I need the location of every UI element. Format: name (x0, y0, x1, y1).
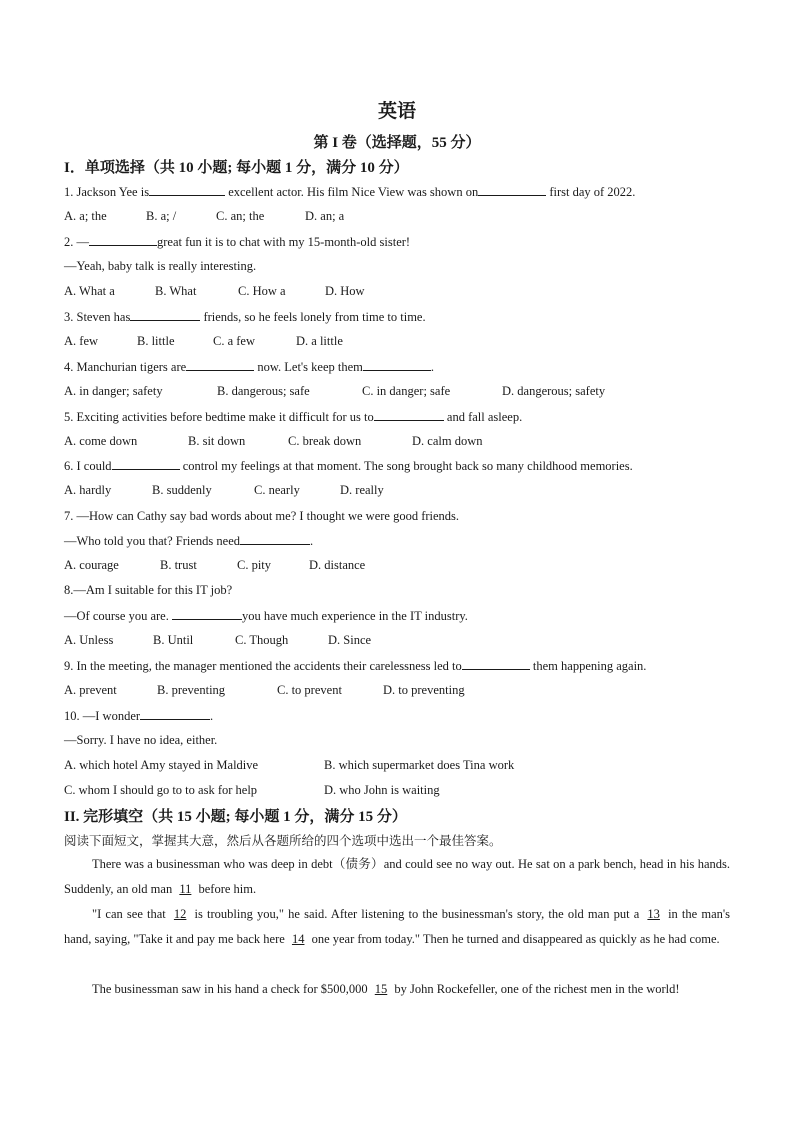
question-3: 3. Steven has friends, so he feels lonely from time to time. (64, 310, 426, 324)
blank-number-12: 12 (173, 907, 187, 921)
page-title: 英语 (377, 101, 416, 122)
option-c: C. pity (237, 558, 272, 572)
passage-paragraph-1: There was a businessman who was deep in debt（债务）and could see no way out. He sat on a park bench, head in his hands. Suddenly, an old man 11 before him. (64, 857, 730, 896)
page-subtitle: 第 I 卷（选择题，55 分） (313, 135, 481, 151)
answer-blank (140, 707, 210, 720)
option-d: D. to preventing (383, 683, 465, 697)
blank-number-13: 13 (647, 907, 660, 921)
passage-paragraph-2: "I can see that 12 is troubling you," he said. After listening to the businessman's story, the old man put a 13 in the man's hand, saying, "Take it and pay me back here 14 one year from today." Then he turned and disappeared as quickly as he had come. (64, 907, 730, 946)
answer-blank (112, 457, 180, 470)
option-a: A. hardly (64, 483, 112, 497)
option-a: A. in danger; safety (64, 384, 163, 398)
option-c: C. Though (235, 633, 289, 647)
option-c: C. How a (238, 284, 286, 298)
section-2-instruction: 阅读下面短文，掌握其大意，然后从各题所给的四个选项中选出一个最佳答案。 (64, 834, 502, 848)
option-d: D. dangerous; safety (502, 384, 606, 398)
option-d: D. distance (309, 558, 366, 572)
option-d: D. really (340, 483, 384, 497)
option-d: D. who John is waiting (324, 783, 440, 797)
answer-blank (89, 233, 157, 246)
question-8-reply: —Of course you are. you have much experience in the IT industry. (64, 609, 468, 623)
answer-blank (130, 308, 200, 321)
answer-blank (240, 532, 310, 545)
option-b: B. sit down (188, 434, 246, 448)
option-a: A. come down (64, 434, 138, 448)
option-a: A. prevent (64, 683, 117, 697)
answer-blank (374, 408, 444, 421)
question-2-reply: —Yeah, baby talk is really interesting. (64, 259, 257, 273)
option-c: C. whom I should go to to ask for help (64, 783, 258, 797)
question-2: 2. — great fun it is to chat with my 15-month-old sister! (64, 235, 411, 249)
answer-blank (462, 657, 530, 670)
option-d: D. calm down (412, 434, 483, 448)
blank-number-14: 14 (291, 932, 305, 946)
question-8: 8.—Am I suitable for this IT job? (64, 583, 233, 597)
answer-blank (363, 358, 431, 371)
question-4: 4. Manchurian tigers are now. Let's keep them . (64, 360, 435, 374)
option-b: B. What (155, 284, 197, 298)
section-2-heading: II. 完形填空（共 15 小题; 每小题 1 分，满分 15 分） (64, 809, 407, 825)
question-10: 10. —I wonder . (64, 709, 214, 723)
option-a: A. few (64, 334, 99, 348)
answer-blank (149, 183, 225, 196)
option-b: B. trust (160, 558, 197, 572)
question-7: 7. —How can Cathy say bad words about me? I thought we were good friends. (64, 509, 460, 523)
option-d: D. How (325, 284, 365, 298)
option-c: C. break down (288, 434, 362, 448)
option-d: D. Since (328, 633, 372, 647)
blank-number-11: 11 (179, 882, 192, 896)
option-b: B. dangerous; safe (217, 384, 310, 398)
option-a: A. courage (64, 558, 119, 572)
option-b: B. a; / (146, 209, 177, 223)
option-b: B. which supermarket does Tina work (324, 758, 515, 772)
option-b: B. suddenly (152, 483, 212, 497)
option-a: A. Unless (64, 633, 114, 647)
section-1-heading: I．单项选择（共 10 小题; 每小题 1 分，满分 10 分） (64, 160, 409, 176)
option-b: B. Until (153, 633, 194, 647)
passage-paragraph-3: The businessman saw in his hand a check for $500,000 15 by John Rockefeller, one of the richest men in the world! (92, 982, 680, 996)
option-c: C. a few (213, 334, 255, 348)
option-d: D. a little (296, 334, 343, 348)
option-c: C. in danger; safe (362, 384, 451, 398)
question-9: 9. In the meeting, the manager mentioned the accidents their carelessness led to them happening again. (64, 659, 647, 673)
option-a: A. which hotel Amy stayed in Maldive (64, 758, 259, 772)
answer-blank (186, 358, 254, 371)
option-c: C. an; the (216, 209, 265, 223)
answer-blank (172, 607, 242, 620)
option-a: A. What a (64, 284, 115, 298)
option-b: B. little (137, 334, 175, 348)
question-5: 5. Exciting activities before bedtime make it difficult for us to and fall asleep. (64, 410, 523, 424)
option-d: D. an; a (305, 209, 345, 223)
blank-number-15: 15 (374, 982, 388, 996)
question-1: 1. Jackson Yee is excellent actor. His film Nice View was shown on first day of 2022. (64, 185, 636, 199)
question-7-reply: —Who told you that? Friends need . (64, 534, 314, 548)
option-c: C. to prevent (277, 683, 342, 697)
option-c: C. nearly (254, 483, 300, 497)
question-10-reply: —Sorry. I have no idea, either. (64, 733, 218, 747)
option-b: B. preventing (157, 683, 226, 697)
answer-blank (478, 183, 546, 196)
option-a: A. a; the (64, 209, 107, 223)
question-6: 6. I could control my feelings at that moment. The song brought back so many childhood memories. (64, 459, 633, 473)
